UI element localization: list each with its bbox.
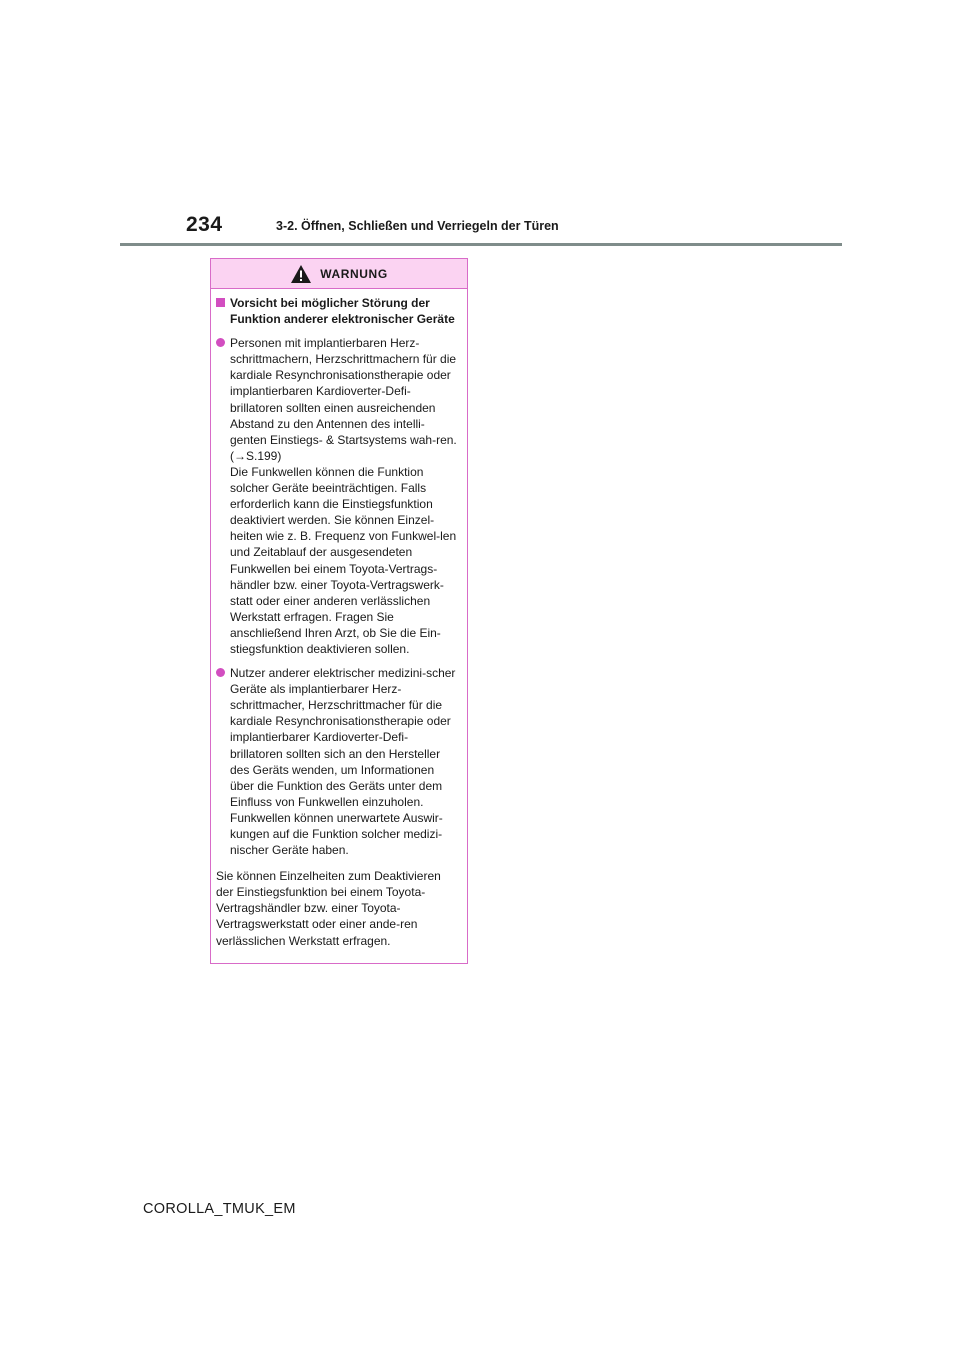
paragraph: Die Funkwellen können die Funktion solcher Geräte beeinträchtigen. Falls erforderlich kann die Einstiegsfunktion deaktiviert werden. Sie können Einzel-heiten wie z. B. Frequenz von Funkwel-len und Zeitablauf der ausgesendeten Funkwellen bei einem Toyota-Vertrags-händler bzw. einer Toyota-Vertragswerk-statt oder einer anderen verlässlichen Werkstatt erfragen. Fragen Sie anschließend Ihren Arzt, ob Sie die Ein-stiegsfunktion deaktivieren sollen. xyxy=(230,464,457,656)
warning-title: WARNUNG xyxy=(320,266,388,281)
list-item xyxy=(216,335,459,657)
footer-text: COROLLA_TMUK_EM xyxy=(143,1201,296,1217)
warning-body xyxy=(211,289,467,949)
paragraph: Personen mit implantierbaren Herz-schrittmachern, Herzschrittmachern für die kardiale Resynchronisationstherapie oder implantierbaren Kardioverter-Defi-brillatoren sollten einen ausreichenden Abstand zu den Antennen des intelli-genten Einstiegs- & Startsystems wah-ren. (→S.199) xyxy=(230,336,457,463)
header-rule xyxy=(120,243,842,246)
list-item xyxy=(216,665,459,858)
list-item-text xyxy=(230,665,459,858)
circle-bullet-icon xyxy=(216,668,225,677)
circle-bullet-icon xyxy=(216,338,225,347)
paragraph: Nutzer anderer elektrischer medizini-scher Geräte als implantierbarer Herz-schrittmacher, Herzschrittmacher für die kardiale Resynchronisationstherapie oder implantierbarer Kardioverter-Defi-brillatoren sollten sich an den Hersteller des Geräts wenden, um Informationen über die Funktion des Geräts unter dem Einfluss von Funkwellen einzuholen. Funkwellen können unerwartete Auswir-kungen auf die Funktion solcher medizi-nischer Geräte haben. xyxy=(230,666,456,858)
page-number: 234 xyxy=(186,213,223,236)
warning-subheading xyxy=(216,295,459,327)
warning-triangle-icon xyxy=(290,264,312,284)
warning-box xyxy=(210,258,468,964)
square-bullet-icon xyxy=(216,298,225,307)
warning-subheading-text: Vorsicht bei möglicher Störung der Funktion anderer elektronischer Geräte xyxy=(230,296,455,327)
section-title: 3-2. Öffnen, Schließen und Verriegeln der Türen xyxy=(276,219,559,233)
list-item-text xyxy=(230,335,459,657)
closing-paragraph: Sie können Einzelheiten zum Deaktivieren der Einstiegsfunktion bei einem Toyota-Vertragshändler bzw. einer Toyota-Vertragswerkstatt oder einer ande-ren verlässlichen Werkstatt erfragen. xyxy=(216,869,441,948)
warning-header xyxy=(211,259,467,289)
